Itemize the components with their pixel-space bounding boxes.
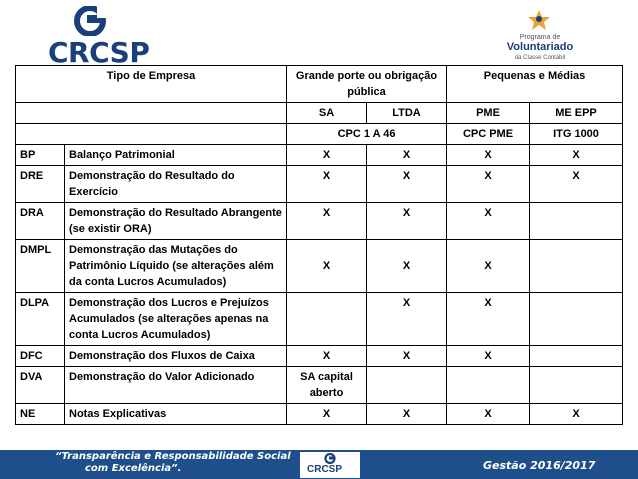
slide-footer [0, 450, 638, 479]
cell-ltda: X [367, 166, 447, 203]
header-grande-porte: Grande porte ou obrigação pública [287, 66, 447, 103]
row-description: Demonstração das Mutações do Patrimônio Líquido (se alterações além da conta Lucros Acumulados) [65, 240, 287, 293]
cell-ltda: X [367, 145, 447, 166]
cell-me-epp: X [530, 145, 623, 166]
cell-me-epp [530, 203, 623, 240]
footer-slogan-line2: com Excelência”. [85, 463, 182, 474]
header-row-2 [16, 103, 623, 124]
volunteer-star-icon [522, 8, 556, 34]
table-row [16, 240, 623, 293]
cell-ltda: X [367, 240, 447, 293]
header-tipo-empresa: Tipo de Empresa [16, 66, 287, 103]
crcsp-emblem-icon [67, 6, 113, 36]
table-row [16, 203, 623, 240]
cell-pme: X [447, 240, 530, 293]
cell-me-epp: X [530, 166, 623, 203]
header-row-3 [16, 124, 623, 145]
cell-me-epp [530, 346, 623, 367]
row-description: Demonstração dos Lucros e Prejuízos Acumulados (se alterações apenas na conta Lucros Acumulados) [65, 293, 287, 346]
header-cpc: CPC 1 A 46 [287, 124, 447, 145]
row-description: Balanço Patrimonial [65, 145, 287, 166]
table-row [16, 404, 623, 425]
row-code: DRA [16, 203, 65, 240]
cell-ltda: X [367, 293, 447, 346]
program-line3: da Classe Contábil [514, 55, 566, 61]
logo-text: CRCSP [48, 36, 150, 69]
crcsp-emblem-icon [322, 453, 338, 464]
cell-me-epp [530, 293, 623, 346]
header-sa: SA [287, 103, 367, 124]
cell-pme: X [447, 346, 530, 367]
row-code: DRE [16, 166, 65, 203]
row-description: Demonstração dos Fluxos de Caixa [65, 346, 287, 367]
table-row [16, 346, 623, 367]
cell-pme [447, 367, 530, 404]
header-cpc-pme: CPC PME [447, 124, 530, 145]
cell-sa: SA capital aberto [287, 367, 367, 404]
cell-ltda: X [367, 404, 447, 425]
footer-gestao: Gestão 2016/2017 [483, 459, 596, 472]
table-row [16, 166, 623, 203]
row-description: Demonstração do Valor Adicionado [65, 367, 287, 404]
footer-crcsp-logo [300, 452, 360, 478]
header-row-1 [16, 66, 623, 103]
header-empty-cell [16, 103, 287, 124]
cell-sa: X [287, 240, 367, 293]
slide-header [0, 0, 638, 69]
cell-ltda [367, 367, 447, 404]
header-ltda: LTDA [367, 103, 447, 124]
table-row [16, 367, 623, 404]
row-code: DFC [16, 346, 65, 367]
cell-sa [287, 293, 367, 346]
footer-logo-text: CRCSP [307, 464, 343, 475]
cell-sa: X [287, 166, 367, 203]
footer-slogan-line1: “Transparência e Responsabilidade Social [55, 451, 291, 462]
cell-me-epp [530, 240, 623, 293]
cell-pme: X [447, 404, 530, 425]
header-pequenas-medias: Pequenas e Médias [447, 66, 623, 103]
row-description: Demonstração do Resultado Abrangente (se existir ORA) [65, 203, 287, 240]
cell-sa: X [287, 346, 367, 367]
crcsp-logo [22, 6, 182, 69]
cell-me-epp [530, 367, 623, 404]
cell-sa: X [287, 404, 367, 425]
row-code: DVA [16, 367, 65, 404]
program-line1: Programa de [519, 34, 561, 41]
row-code: DLPA [16, 293, 65, 346]
cell-me-epp: X [530, 404, 623, 425]
row-description: Demonstração do Resultado do Exercício [65, 166, 287, 203]
voluntariado-logo [490, 6, 590, 64]
footer-slogan [55, 451, 291, 475]
cell-pme: X [447, 166, 530, 203]
row-code: NE [16, 404, 65, 425]
demonstracoes-table [15, 65, 623, 425]
header-pme: PME [447, 103, 530, 124]
cell-sa: X [287, 203, 367, 240]
program-line2: Voluntariado [506, 41, 574, 53]
header-me-epp: ME EPP [530, 103, 623, 124]
table-row [16, 145, 623, 166]
cell-ltda: X [367, 346, 447, 367]
cell-pme: X [447, 145, 530, 166]
cell-pme: X [447, 293, 530, 346]
cell-ltda: X [367, 203, 447, 240]
row-code: BP [16, 145, 65, 166]
table-row [16, 293, 623, 346]
header-empty-cell [16, 124, 287, 145]
row-code: DMPL [16, 240, 65, 293]
cell-pme: X [447, 203, 530, 240]
cell-sa: X [287, 145, 367, 166]
row-description: Notas Explicativas [65, 404, 287, 425]
header-itg: ITG 1000 [530, 124, 623, 145]
